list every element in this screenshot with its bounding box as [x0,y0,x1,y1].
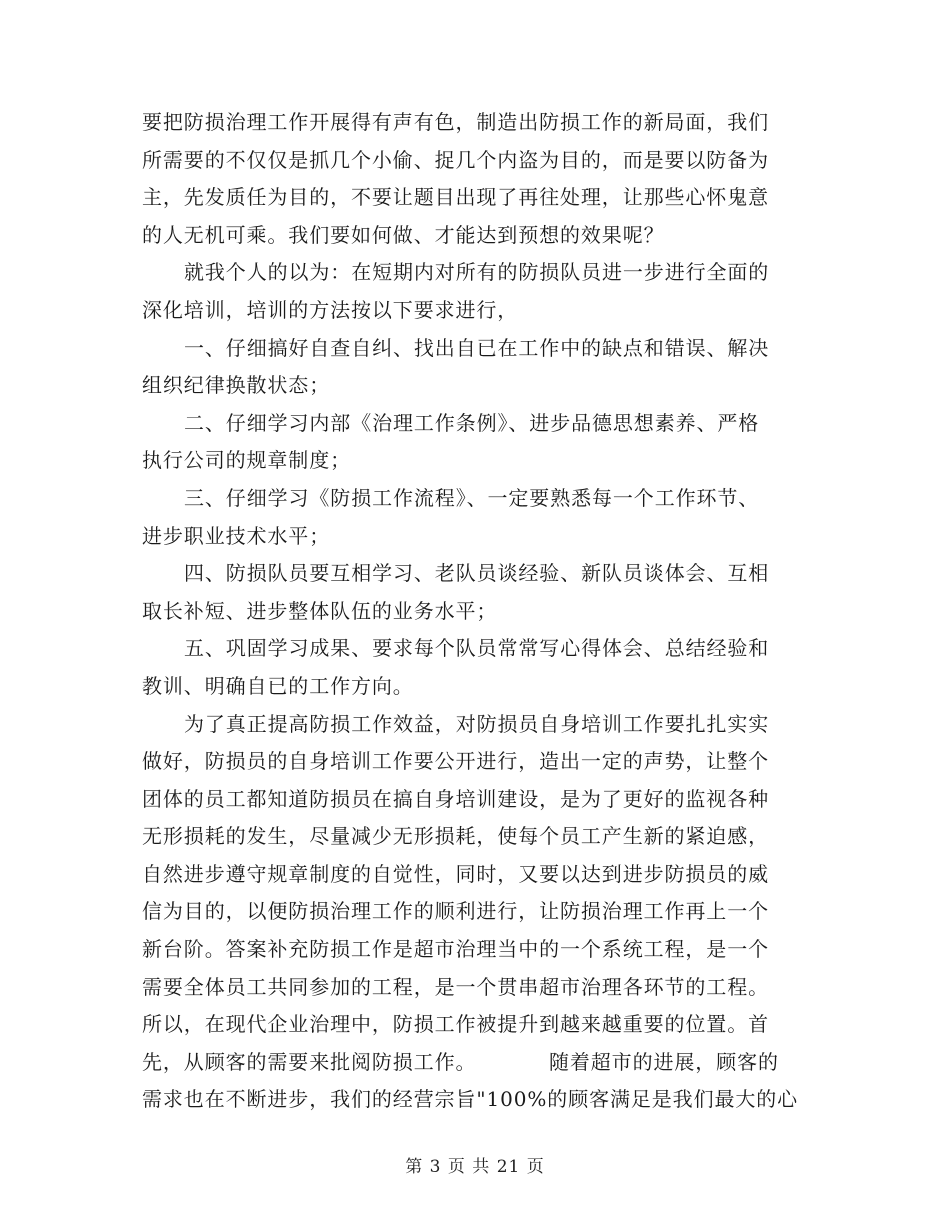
text-line: 需要全体员工共同参加的工程，是一个贯串超市治理各环节的工程。 [142,974,769,999]
text-line: 为了真正提高防损工作效益，对防损员自身培训工作要扎扎实实 [184,711,770,736]
document-body [142,104,808,1119]
text-line: 进步职业技术水平； [142,523,331,548]
text-line: 信为目的，以便防损治理工作的顺利进行，让防损治理工作再上一个 [142,899,769,924]
text-line: 新台阶。答案补充防损工作是超市治理当中的一个系统工程，是一个 [142,937,769,962]
text-line: 执行公司的规章制度； [142,448,351,473]
text-line: 主，先发质任为目的，不要让题目出现了再往处理，让那些心怀鬼意 [142,185,769,210]
text-line: 先，从顾客的需要来批阅防损工作。 随着超市的进展，顾客的 [142,1049,779,1074]
text-line: 取长补短、进步整体队伍的业务水平； [142,598,498,623]
text-line: 无形损耗的发生，尽量减少无形损耗，使每个员工产生新的紧迫感， [142,824,769,849]
text-line: 五、巩固学习成果、要求每个队员常常写心得体会、总结经验和 [184,636,770,661]
page-footer [0,1152,950,1177]
text-line: 组织纪律换散状态； [142,373,331,398]
text-line: 做好，防损员的自身培训工作要公开进行，造出一定的声势，让整个 [142,749,769,774]
text-line: 自然进步遵守规章制度的自觉性，同时，又要以达到进步防损员的威 [142,861,769,886]
text-line: 一、仔细搞好自查自纠、找出自已在工作中的缺点和错误、解决 [184,335,770,360]
text-line: 深化培训，培训的方法按以下要求进行， [142,297,519,322]
text-line: 团体的员工都知道防损员在搞自身培训建设，是为了更好的监视各种 [142,786,769,811]
text-line: 三、仔细学习《防损工作流程》、一定要熟悉每一个工作环节、 [184,485,760,510]
page-number-label: 第 3 页 共 21 页 [405,1157,545,1177]
text-line: 需求也在不断进步，我们的经营宗旨"100%的顾客满足是我们最大的心 [142,1087,799,1112]
text-line: 要把防损治理工作开展得有声有色，制造出防损工作的新局面，我们 [142,110,769,134]
text-line: 的人无机可乘。我们要如何做、才能达到预想的效果呢？ [142,222,665,247]
text-line: 四、防损队员要互相学习、老队员谈经验、新队员谈体会、互相 [184,561,770,586]
text-line: 教训、明确自已的工作方向。 [142,673,414,698]
text-line: 所需要的不仅仅是抓几个小偷、捉几个内盗为目的，而是要以防备为 [142,147,769,172]
text-line: 所以，在现代企业治理中，防损工作被提升到越来越重要的位置。首 [142,1012,769,1037]
text-line: 就我个人的以为：在短期内对所有的防损队员进一步进行全面的 [184,260,770,285]
text-line: 二、仔细学习内部《治理工作条例》、进步品德思想素养、严格 [184,410,760,435]
